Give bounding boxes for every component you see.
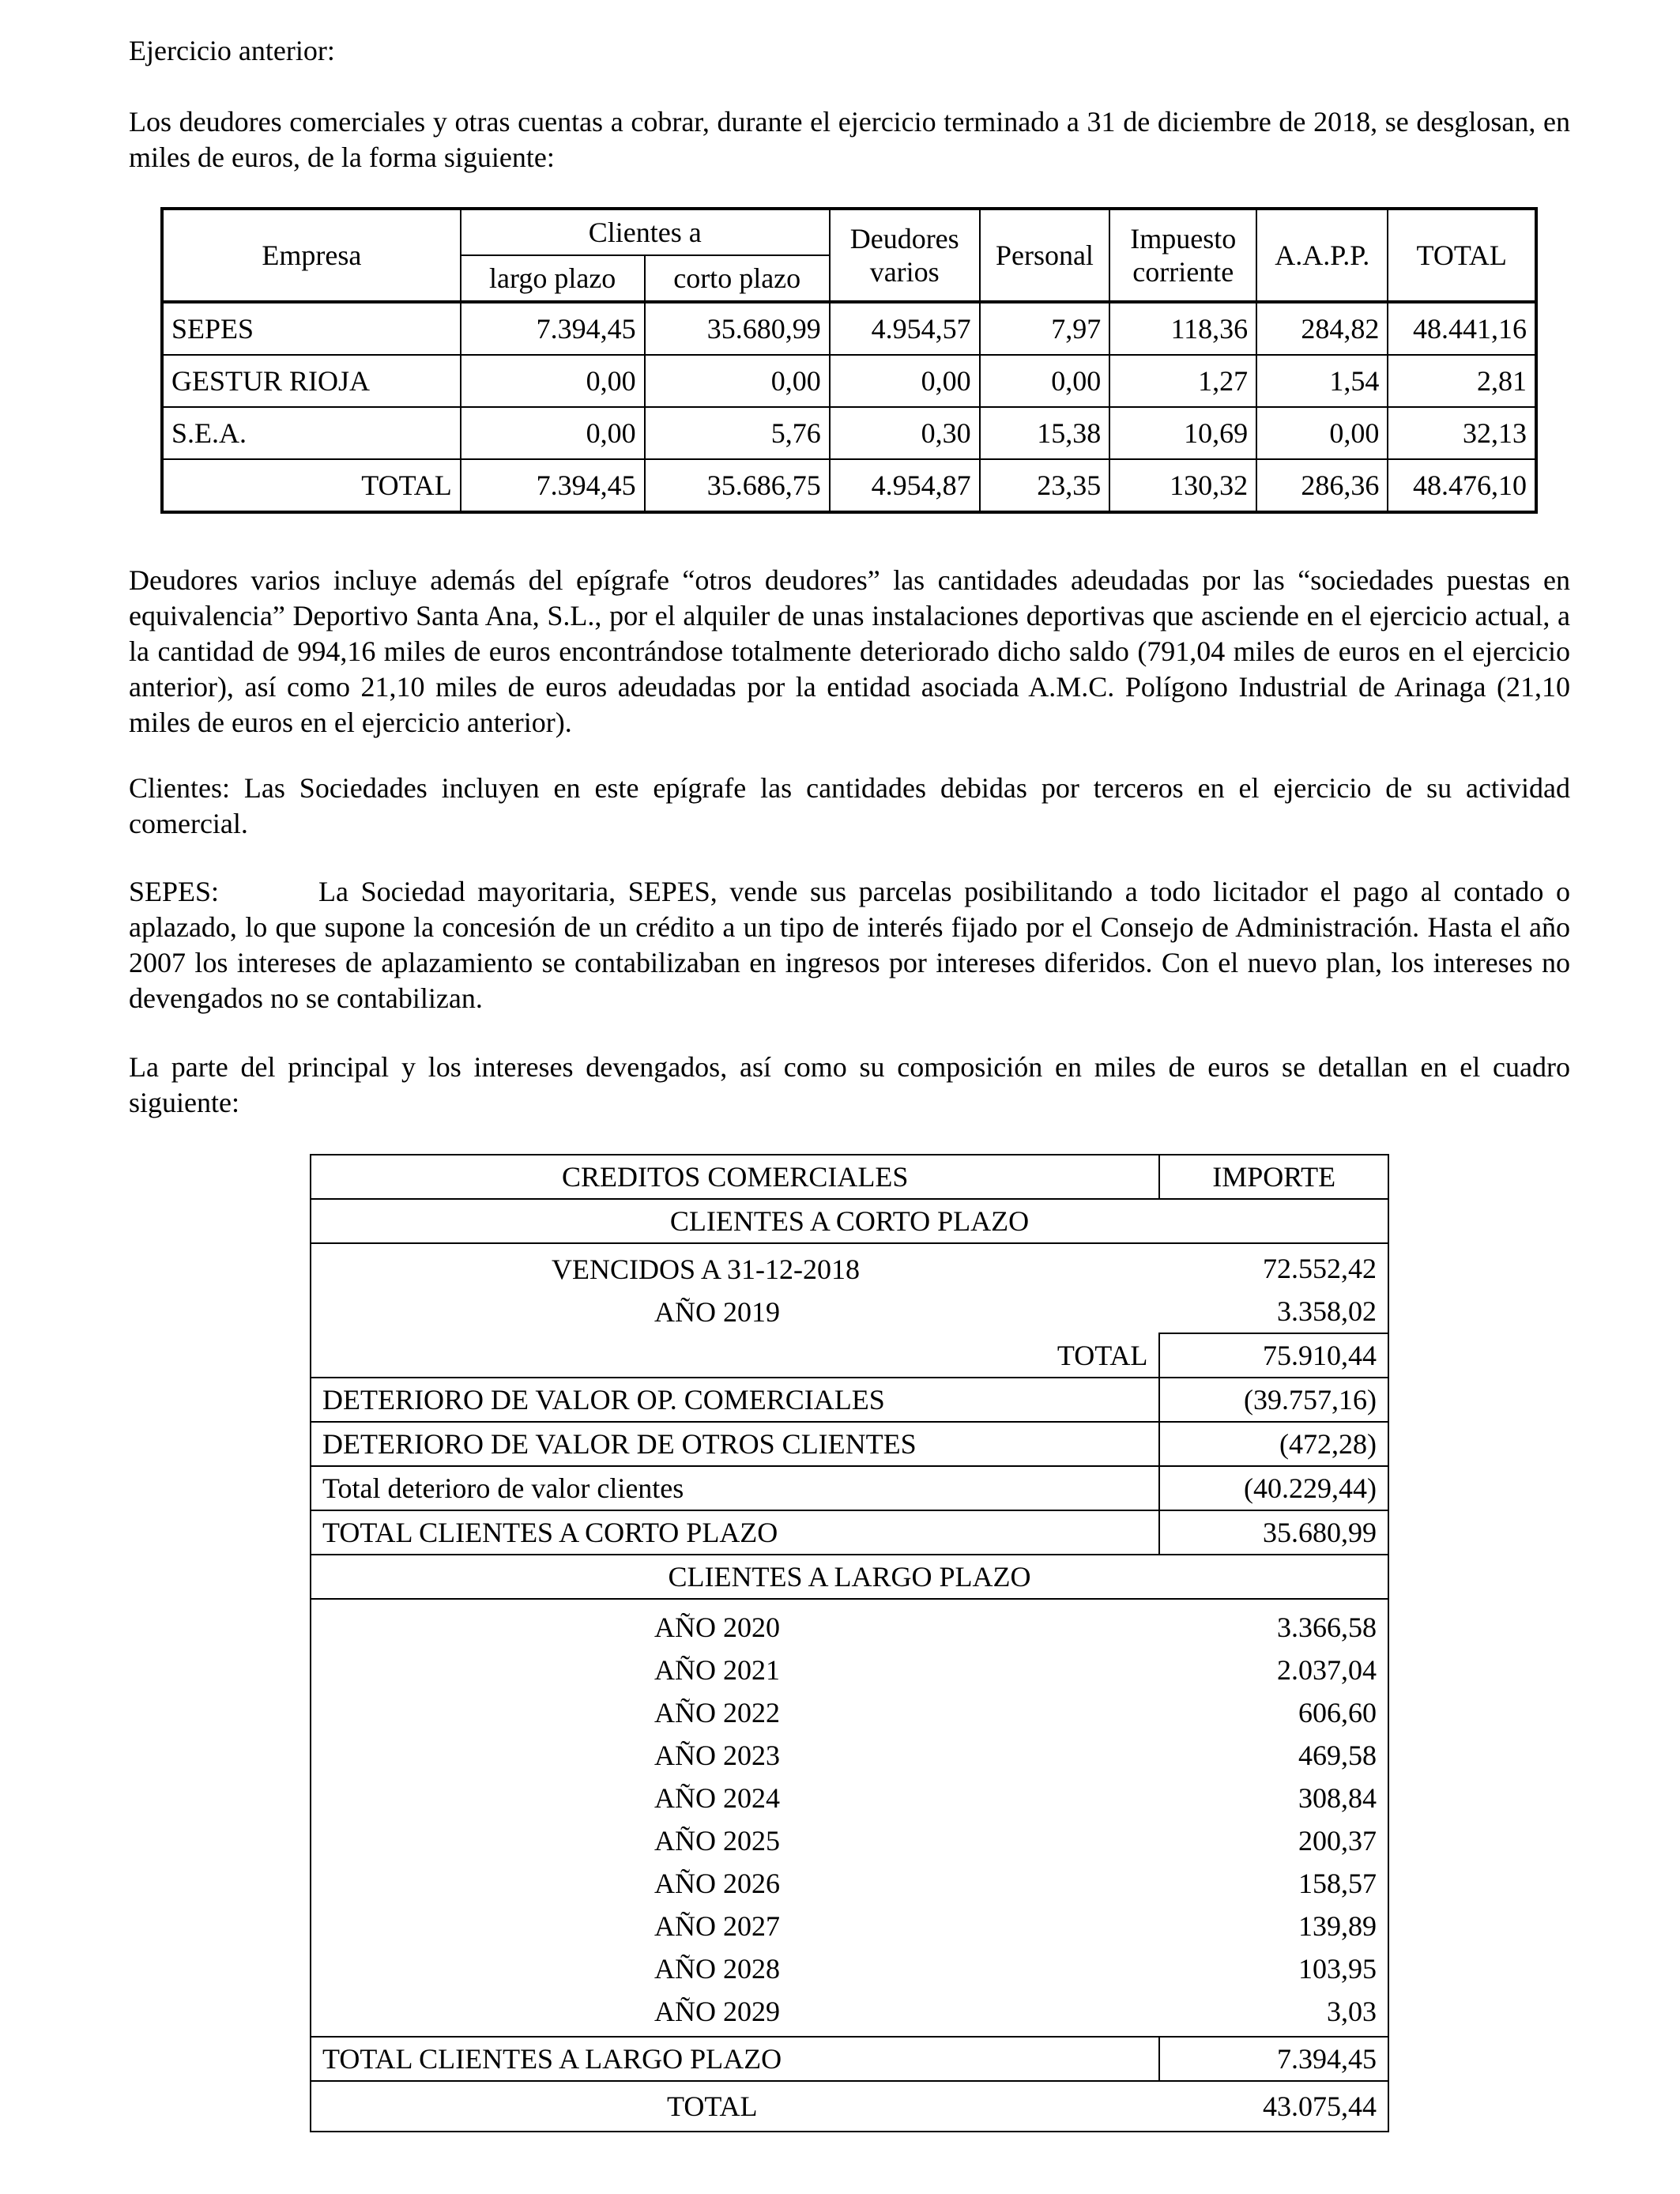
- header-creditos: CREDITOS COMERCIALES: [311, 1155, 1159, 1199]
- cell-largo: 0,00: [461, 355, 645, 407]
- corto-items-values: [1159, 1243, 1388, 1333]
- debtors-breakdown-table: [160, 207, 1538, 514]
- cell-empresa: GESTUR RIOJA: [162, 355, 461, 407]
- header-deudores-varios: [830, 209, 980, 302]
- header-aapp: A.A.P.P.: [1256, 209, 1388, 302]
- years-values: [1159, 1599, 1388, 2037]
- cell-deudores: 4.954,57: [830, 302, 980, 355]
- cell-total: 32,13: [1388, 407, 1536, 459]
- year-value: 200,37: [1298, 1825, 1377, 1857]
- header-empresa: Empresa: [162, 209, 461, 302]
- cell-total: 2,81: [1388, 355, 1536, 407]
- year-value: 103,95: [1298, 1953, 1377, 1985]
- sepes-lead: SEPES:: [129, 876, 220, 907]
- grand-total-label: TOTAL: [311, 2081, 1159, 2132]
- year-value: 469,58: [1298, 1740, 1377, 1771]
- credits-table: [310, 1154, 1389, 2132]
- cell-personal: 7,97: [980, 302, 1110, 355]
- cell-corto: 0,00: [645, 355, 830, 407]
- header-impuesto-line2: corriente: [1132, 256, 1234, 288]
- grand-total-value: 43.075,44: [1159, 2081, 1388, 2132]
- t2-largo-title-row: [311, 1555, 1388, 1599]
- year-label: AÑO 2021: [654, 1654, 780, 1686]
- year-label: AÑO 2028: [654, 1953, 780, 1985]
- year-value: 3.366,58: [1277, 1612, 1377, 1643]
- t2-total-largo-row: [311, 2037, 1388, 2081]
- header-importe: IMPORTE: [1159, 1155, 1388, 1199]
- cell-total: 48.441,16: [1388, 302, 1536, 355]
- year-label: AÑO 2020: [654, 1612, 780, 1643]
- header-personal: Personal: [980, 209, 1110, 302]
- table1-total-row: [162, 459, 1536, 512]
- largo-plazo-title: CLIENTES A LARGO PLAZO: [311, 1555, 1388, 1599]
- sepes-text: La Sociedad mayoritaria, SEPES, vende sus parcelas posibilitando a todo licitador el pago al contado o aplazado, lo que supone la concesión de un crédito a un tipo de interés fijado por el Consejo de Administración. Hasta el año 2007 los intereses de aplazamiento se contabilizaban en ingresos por intereses diferidos. Con el nuevo plan, los intereses no devengados no se contabilizan.: [129, 876, 1570, 1014]
- t2-total-corto-row: [311, 1510, 1388, 1555]
- total-largo-label: TOTAL CLIENTES A LARGO PLAZO: [311, 2037, 1159, 2081]
- total-largo-value: 7.394,45: [1159, 2037, 1388, 2081]
- year-label: AÑO 2025: [654, 1825, 780, 1857]
- subtotal-label: TOTAL: [311, 1333, 1159, 1378]
- cell-impuesto: 10,69: [1109, 407, 1256, 459]
- t2-corto-title-row: [311, 1199, 1388, 1243]
- det-otros-label: DETERIORO DE VALOR DE OTROS CLIENTES: [311, 1422, 1159, 1466]
- year-value: 308,84: [1298, 1782, 1377, 1814]
- header-impuesto-line1: Impuesto: [1130, 223, 1237, 254]
- vencidos-value: 72.552,42: [1263, 1253, 1377, 1284]
- year-label: AÑO 2024: [654, 1782, 780, 1814]
- ano2019-value: 3.358,02: [1277, 1295, 1377, 1327]
- cell-personal: 23,35: [980, 459, 1110, 512]
- cell-corto: 5,76: [645, 407, 830, 459]
- header-deudores-line1: Deudores: [849, 223, 959, 254]
- det-op-label: DETERIORO DE VALOR OP. COMERCIALES: [311, 1378, 1159, 1422]
- t2-det-total-row: [311, 1466, 1388, 1510]
- year-value: 139,89: [1298, 1910, 1377, 1942]
- section-heading: Ejercicio anterior:: [129, 35, 335, 66]
- table1-row-sepes: [162, 302, 1536, 355]
- corto-items-labels: [311, 1243, 1159, 1333]
- total-corto-value: 35.680,99: [1159, 1510, 1388, 1555]
- cell-aapp: 286,36: [1256, 459, 1388, 512]
- year-label: AÑO 2022: [654, 1697, 780, 1728]
- year-value: 2.037,04: [1277, 1654, 1377, 1686]
- cell-largo: 0,00: [461, 407, 645, 459]
- subtotal-value: 75.910,44: [1159, 1333, 1388, 1378]
- intro-paragraph: Los deudores comerciales y otras cuentas a cobrar, durante el ejercicio terminado a 31 de diciembre de 2018, se desglosan, en miles de euros, de la forma siguiente:: [129, 106, 1570, 173]
- clientes-paragraph: Clientes: Las Sociedades incluyen en este epígrafe las cantidades debidas por terceros en el ejercicio de su actividad comercial.: [129, 772, 1570, 839]
- t2-corto-items: [311, 1243, 1388, 1333]
- cell-impuesto: 1,27: [1109, 355, 1256, 407]
- cell-empresa: S.E.A.: [162, 407, 461, 459]
- det-total-value: (40.229,44): [1159, 1466, 1388, 1510]
- table1-header-row1: [162, 209, 1536, 255]
- year-value: 158,57: [1298, 1868, 1377, 1899]
- header-impuesto: [1109, 209, 1256, 302]
- cell-personal: 15,38: [980, 407, 1110, 459]
- year-value: 3,03: [1327, 1996, 1377, 2027]
- det-otros-value: (472,28): [1159, 1422, 1388, 1466]
- t2-subtotal-row: [311, 1333, 1388, 1378]
- det-op-value: (39.757,16): [1159, 1378, 1388, 1422]
- cell-largo: 7.394,45: [461, 459, 645, 512]
- cell-aapp: 284,82: [1256, 302, 1388, 355]
- ano2019-label: AÑO 2019: [654, 1295, 780, 1328]
- header-largo-plazo: largo plazo: [461, 255, 645, 302]
- header-deudores-line2: varios: [869, 256, 940, 288]
- parte-paragraph: La parte del principal y los intereses devengados, así como su composición en miles de euros se detallan en el cuadro siguiente:: [129, 1051, 1570, 1118]
- total-corto-label: TOTAL CLIENTES A CORTO PLAZO: [311, 1510, 1159, 1555]
- year-label: AÑO 2027: [654, 1910, 780, 1942]
- deudores-paragraph: Deudores varios incluye además del epígrafe “otros deudores” las cantidades adeudadas por las “sociedades puestas en equivalencia” Deportivo Santa Ana, S.L., por el alquiler de unas instalaciones deportivas que asciende en el ejercicio actual, a la cantidad de 994,16 miles de euros encontrándose totalmente deteriorado dicho saldo (791,04 miles de euros en el ejercicio anterior), así como 21,10 miles de euros adeudadas por la entidad asociada A.M.C. Polígono Industrial de Arinaga (21,10 miles de euros en el ejercicio anterior).: [129, 564, 1570, 738]
- cell-total: 48.476,10: [1388, 459, 1536, 512]
- t2-years-block: [311, 1599, 1388, 2037]
- header-corto-plazo: corto plazo: [645, 255, 830, 302]
- year-value: 606,60: [1298, 1697, 1377, 1728]
- year-label: AÑO 2026: [654, 1868, 780, 1899]
- cell-total-label: TOTAL: [162, 459, 461, 512]
- header-total: TOTAL: [1388, 209, 1536, 302]
- cell-aapp: 0,00: [1256, 407, 1388, 459]
- cell-impuesto: 118,36: [1109, 302, 1256, 355]
- header-clientes-a: Clientes a: [461, 209, 830, 255]
- cell-deudores: 0,30: [830, 407, 980, 459]
- table1-row-gestur: [162, 355, 1536, 407]
- table1-row-sea: [162, 407, 1536, 459]
- det-total-label: Total deterioro de valor clientes: [311, 1466, 1159, 1510]
- cell-corto: 35.686,75: [645, 459, 830, 512]
- t2-grand-total-row: [311, 2081, 1388, 2132]
- t2-det-otros-row: [311, 1422, 1388, 1466]
- t2-det-op-row: [311, 1378, 1388, 1422]
- cell-empresa: SEPES: [162, 302, 461, 355]
- cell-aapp: 1,54: [1256, 355, 1388, 407]
- cell-corto: 35.680,99: [645, 302, 830, 355]
- t2-header-row: [311, 1155, 1388, 1199]
- cell-deudores: 0,00: [830, 355, 980, 407]
- cell-largo: 7.394,45: [461, 302, 645, 355]
- sepes-paragraph: [129, 874, 1570, 1016]
- year-label: AÑO 2029: [654, 1996, 780, 2027]
- corto-plazo-title: CLIENTES A CORTO PLAZO: [311, 1199, 1388, 1243]
- cell-impuesto: 130,32: [1109, 459, 1256, 512]
- cell-personal: 0,00: [980, 355, 1110, 407]
- cell-deudores: 4.954,87: [830, 459, 980, 512]
- years-labels: [311, 1599, 1159, 2037]
- year-label: AÑO 2023: [654, 1740, 780, 1771]
- vencidos-label: VENCIDOS A 31-12-2018: [552, 1253, 861, 1285]
